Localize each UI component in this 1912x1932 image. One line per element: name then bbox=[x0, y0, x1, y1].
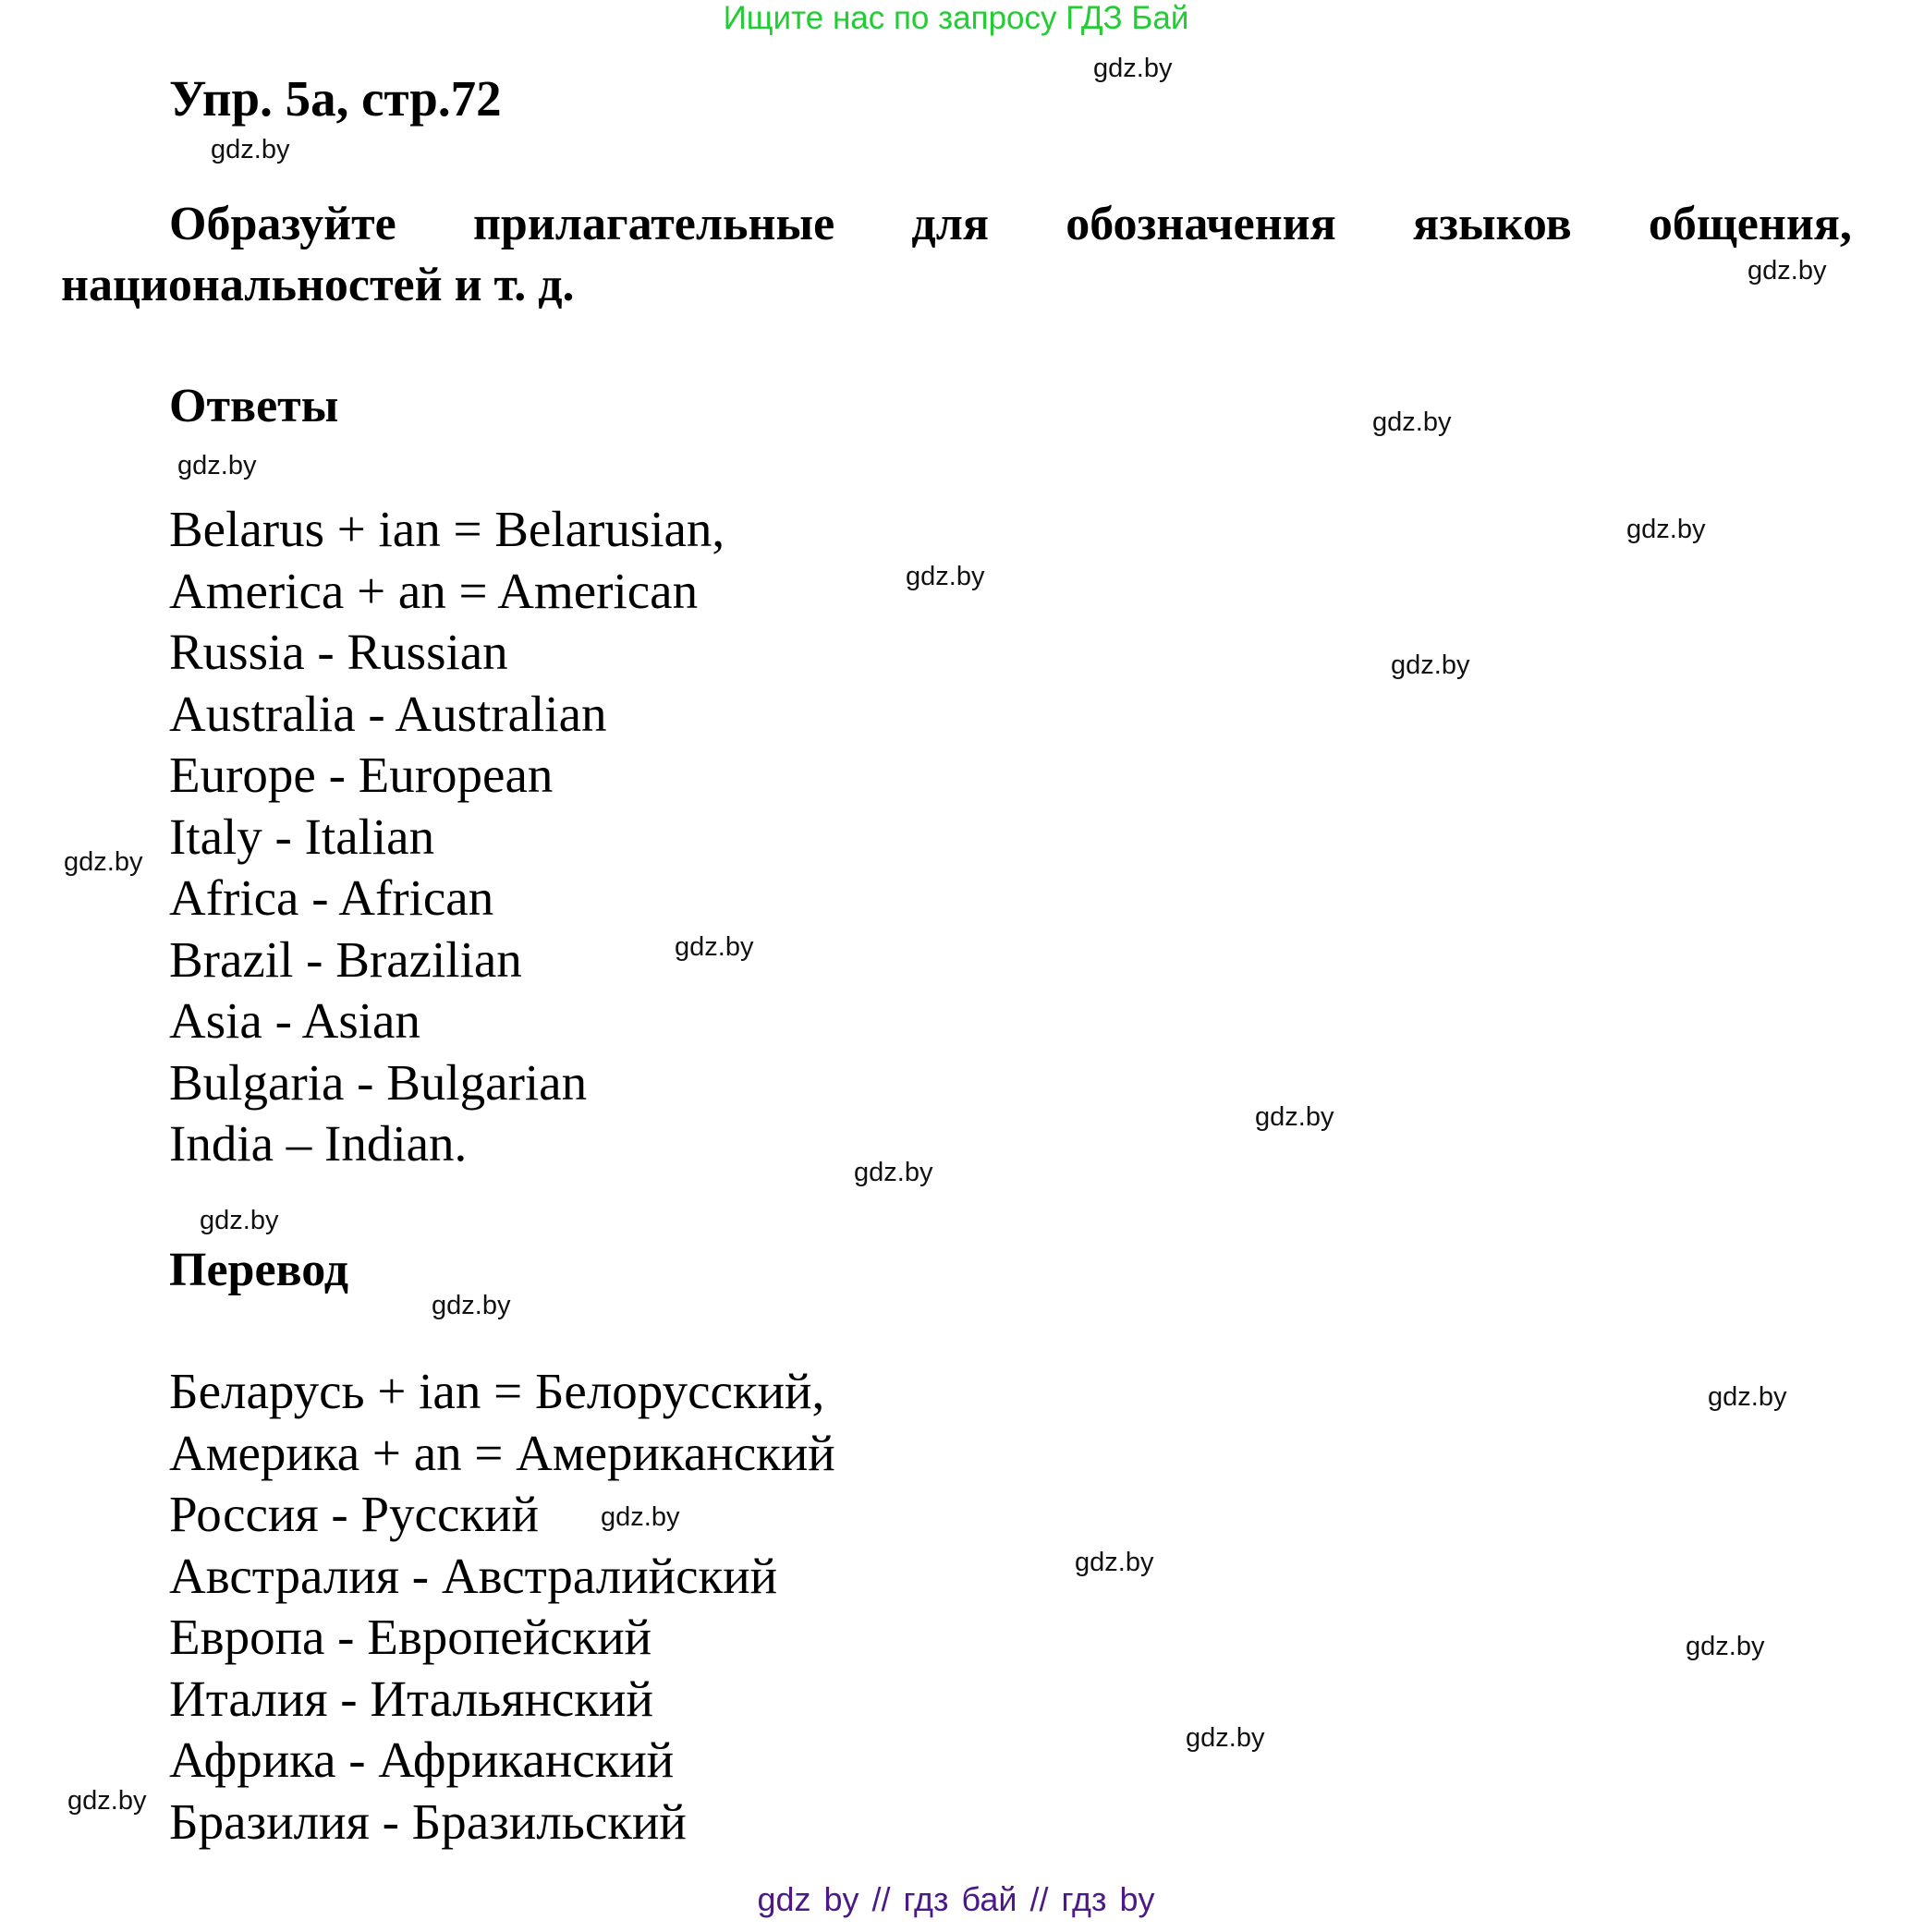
translation-item: Африка - Африканский bbox=[169, 1732, 675, 1788]
translation-heading: Перевод bbox=[169, 1244, 349, 1296]
translation-item: Италия - Итальянский bbox=[169, 1670, 653, 1727]
watermark: gdz.by bbox=[200, 1206, 279, 1235]
watermark: gdz.by bbox=[906, 562, 985, 591]
task-line-2: национальностей и т. д. bbox=[61, 259, 575, 311]
answer-item: Belarus + ian = Belarusian, bbox=[169, 501, 725, 557]
watermark: gdz.by bbox=[1748, 256, 1827, 286]
answer-item: Asia - Asian bbox=[169, 992, 420, 1049]
answer-item: Europe - European bbox=[169, 747, 554, 803]
exercise-title: Упр. 5а, стр.72 bbox=[169, 70, 502, 127]
task-line-1 bbox=[61, 194, 1852, 255]
watermark: gdz.by bbox=[1626, 515, 1706, 544]
watermark: gdz.by bbox=[1093, 54, 1173, 83]
watermark: gdz.by bbox=[67, 1786, 147, 1816]
task-word: прилагательные bbox=[472, 198, 835, 250]
watermark: gdz.by bbox=[1391, 650, 1470, 680]
task-word: для bbox=[911, 198, 990, 250]
task-word: общения, bbox=[1648, 198, 1852, 250]
answers-heading: Ответы bbox=[169, 380, 339, 432]
watermark: gdz.by bbox=[1686, 1632, 1765, 1661]
footer-links: gdz by // гдз бай // гдз by bbox=[757, 1880, 1155, 1918]
watermark: gdz.by bbox=[1708, 1382, 1787, 1412]
watermark: gdz.by bbox=[854, 1158, 933, 1187]
task-word: языков bbox=[1412, 198, 1572, 250]
translation-item: Беларусь + ian = Белорусский, bbox=[169, 1363, 825, 1419]
answer-item: Italy - Italian bbox=[169, 808, 435, 865]
translation-item: Америка + an = Американский bbox=[169, 1424, 835, 1481]
search-banner: Ищите нас по запросу ГДЗ Бай bbox=[723, 0, 1189, 36]
watermark: gdz.by bbox=[1255, 1102, 1334, 1132]
watermark: gdz.by bbox=[177, 451, 257, 480]
answer-item: Brazil - Brazilian bbox=[169, 930, 522, 988]
watermark: gdz.by bbox=[432, 1291, 511, 1320]
watermark: gdz.by bbox=[1075, 1548, 1154, 1577]
watermark: gdz.by bbox=[1372, 407, 1452, 437]
answer-item: Africa - African bbox=[169, 869, 494, 926]
translation-item: Европа - Европейский bbox=[169, 1609, 652, 1665]
watermark: gdz.by bbox=[1186, 1723, 1265, 1753]
task-word: Образуйте bbox=[169, 198, 396, 250]
watermark: gdz.by bbox=[64, 847, 143, 877]
answer-item: America + an = American bbox=[169, 562, 699, 619]
task-instruction bbox=[61, 194, 1852, 316]
answer-item: India – Indian. bbox=[169, 1115, 468, 1172]
watermark: gdz.by bbox=[601, 1502, 680, 1532]
translation-list bbox=[169, 1361, 835, 1853]
translation-item: Австралия - Австралийский bbox=[169, 1547, 778, 1604]
watermark: gdz.by bbox=[675, 932, 754, 962]
translation-item: Россия - Русский bbox=[169, 1486, 539, 1542]
translation-item: Бразилия - Бразильский bbox=[169, 1792, 687, 1850]
watermark: gdz.by bbox=[211, 135, 290, 164]
answer-item: Bulgaria - Bulgarian bbox=[169, 1053, 588, 1111]
task-word: обозначения bbox=[1066, 198, 1336, 250]
answer-item: Russia - Russian bbox=[169, 624, 508, 680]
answers-list bbox=[169, 499, 725, 1175]
answer-item: Australia - Australian bbox=[169, 685, 607, 742]
